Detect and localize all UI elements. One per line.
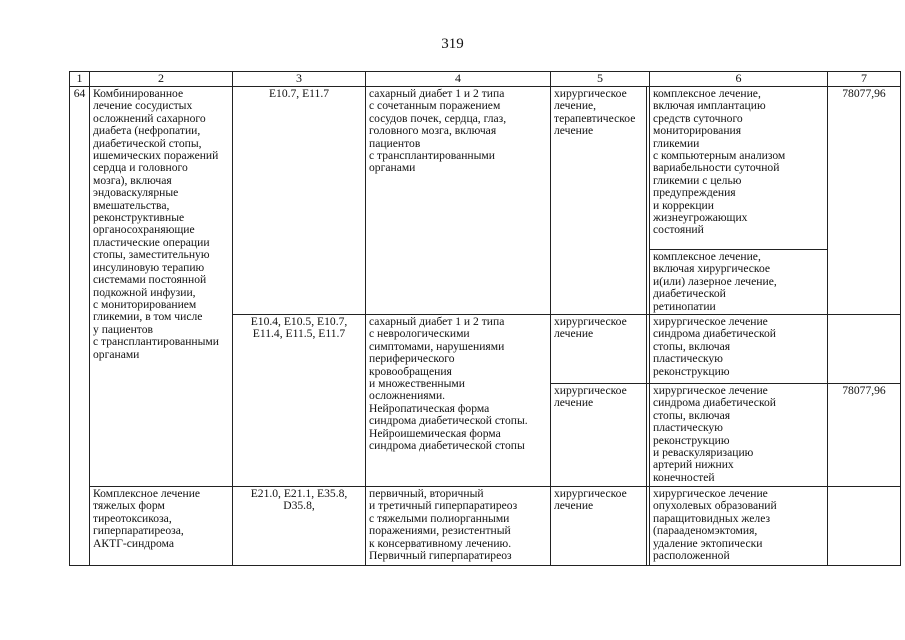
text-line: с мониторированием [93,297,197,311]
header-cell: 1 [70,72,90,87]
text-line: лечение [554,396,594,410]
text-line: хирургическое лечение [653,487,768,501]
text-line: хирургическое [554,87,627,100]
text-line: реконструкцию [653,433,730,447]
text-line: диабетической [653,287,726,301]
text-line: E11.4, E11.5, E11.7 [252,327,346,341]
group-name [90,487,233,566]
treatment-method [650,384,828,487]
text-line: подкожной инфузии, [93,285,196,299]
text-line: органами [93,347,140,361]
text-line: Комплексное лечение [93,487,201,501]
text-line: осложнений сахарного [93,111,206,125]
text-line: АКТГ-синдрома [93,536,174,550]
text-line: гиперпаратиреоза, [93,524,184,538]
text-line: реконструктивные [93,211,185,225]
header-cell: 7 [828,72,901,87]
text-line: органами [369,161,416,175]
text-line: состояний [653,223,704,237]
text-line: гликемии с целью [653,173,742,187]
text-line: D35.8, [283,499,315,513]
text-line: терапевтическое [554,111,636,125]
text-line: пластические операции [93,235,210,249]
patient-model [366,87,551,315]
text-line: эндоваскулярные [93,186,179,200]
text-line: и(или) лазерное лечение, [653,274,777,288]
text-line: опухолевых образований [653,499,777,513]
text-line: с тяжелыми полиорганными [369,511,510,525]
text-line: и множественными [369,377,465,391]
text-line: и коррекции [653,198,714,212]
text-line: симптомами, нарушениями [369,339,505,353]
text-line: к консервативному лечению. [369,536,512,550]
text-line: лечение, [554,99,597,113]
text-line: с трансплантированными [369,149,495,163]
text-line: и третичный гиперпаратиреоз [369,499,518,513]
icd-codes [233,315,366,487]
text-line: паращитовидных желез [653,511,771,525]
text-line: мониторирования [653,124,742,138]
text-line: органосохраняющие [93,223,195,237]
treatment-method [650,487,828,566]
text-line: Первичный гиперпаратиреоз [369,549,512,563]
text-line: гликемии, в том числе [93,310,203,324]
treatment-type [551,315,650,384]
text-line: комплексное лечение, [653,87,761,100]
text-line: синдрома диабетической [653,327,776,341]
price [828,487,901,566]
group-number: 64 [70,87,90,566]
text-line: и реваскуляризацию [653,446,754,460]
text-line: диабета (нефропатии, [93,124,201,138]
text-line: лечение сосудистых [93,99,193,113]
text-line: пластическую [653,421,723,435]
price: 78077,96 [828,87,901,315]
text-line: синдрома диабетической стопы. [369,414,528,428]
table-row [70,487,901,566]
patient-model [366,315,551,487]
header-cell: 3 [233,72,366,87]
treatment-type [551,384,650,487]
header-cell: 4 [366,72,551,87]
group-name [90,87,233,487]
text-line: с неврологическими [369,327,470,341]
text-line: E10.7, E11.7 [268,87,330,100]
text-line: стопы, включая [653,408,731,422]
text-line: пластическую [653,352,723,366]
text-line: хирургическое [554,315,627,329]
page-number: 319 [441,36,464,52]
text-line: лечение [554,327,594,341]
text-line: головного мозга, включая [369,124,497,138]
treatment-table [69,71,901,566]
text-line: поражениями, резистентный [369,524,511,538]
text-line: сахарный диабет 1 и 2 типа [369,315,505,329]
text-line: стопы, заместительную [93,248,210,262]
text-line: стопы, включая [653,339,731,353]
treatment-type [551,87,650,315]
treatment-method [650,315,828,384]
text-line: конечностей [653,470,715,484]
text-line: гликемии [653,136,700,150]
text-line: системами постоянной [93,273,207,287]
text-line: включая хирургическое [653,262,771,276]
text-line: сахарный диабет 1 и 2 типа [369,87,505,100]
text-line: тиреотоксикоза, [93,511,172,525]
text-line: артерий нижних [653,458,734,472]
text-line: кровообращения [369,364,452,378]
text-line: сердца и головного [93,161,188,175]
table-row [70,87,901,250]
text-line: (парааденомэктомия, [653,524,758,538]
text-line: включая имплантацию [653,99,766,113]
text-line: хирургическое лечение [653,384,768,398]
text-line: синдрома диабетической стопы [369,439,525,453]
price [828,315,901,384]
text-line: хирургическое [554,487,627,501]
text-line: сосудов почек, сердца, глаз, [369,111,507,125]
header-cell: 2 [90,72,233,87]
price: 78077,96 [828,384,901,487]
header-row [70,72,901,87]
text-line: предупреждения [653,186,736,200]
text-line: хирургическое лечение [653,315,768,329]
text-line: E21.0, E21.1, E35.8, [250,487,348,501]
text-line: вариабельности суточной [653,161,780,175]
treatment-method [650,87,828,250]
header-cell: 5 [551,72,650,87]
text-line: с трансплантированными [93,335,219,349]
text-line: периферического [369,352,455,366]
header-cell: 6 [650,72,828,87]
text-line: синдрома диабетической [653,396,776,410]
treatment-method [650,250,828,315]
text-line: вмешательства, [93,198,170,212]
text-line: ишемических поражений [93,149,219,163]
text-line: Комбинированное [93,87,184,100]
icd-codes [233,487,366,566]
text-line: тяжелых форм [93,499,165,513]
text-line: комплексное лечение, [653,250,761,263]
text-line: с компьютерным анализом [653,149,786,163]
text-line: средств суточного [653,111,743,125]
text-line: расположенной [653,549,730,563]
text-line: инсулиновую терапию [93,260,205,274]
text-line: хирургическое [554,384,627,398]
text-line: E10.4, E10.5, E10.7, [250,315,348,329]
patient-model [366,487,551,566]
text-line: удаление эктопически [653,536,763,550]
text-line: реконструкцию [653,364,730,378]
text-line: пациентов [369,136,421,150]
text-line: у пациентов [93,322,153,336]
text-line: первичный, вторичный [369,487,484,501]
text-line: ретинопатии [653,299,716,313]
text-line: мозга), включая [93,173,172,187]
treatment-type [551,487,650,566]
text-line: Нейропатическая форма [369,401,490,415]
text-line: Нейроишемическая форма [369,426,501,440]
text-line: лечение [554,124,594,138]
text-line: осложнениями. [369,389,446,403]
text-line: лечение [554,499,594,513]
icd-codes [233,87,366,315]
text-line: диабетической стопы, [93,136,202,150]
text-line: с сочетанным поражением [369,99,501,113]
text-line: жизнеугрожающих [653,211,748,225]
